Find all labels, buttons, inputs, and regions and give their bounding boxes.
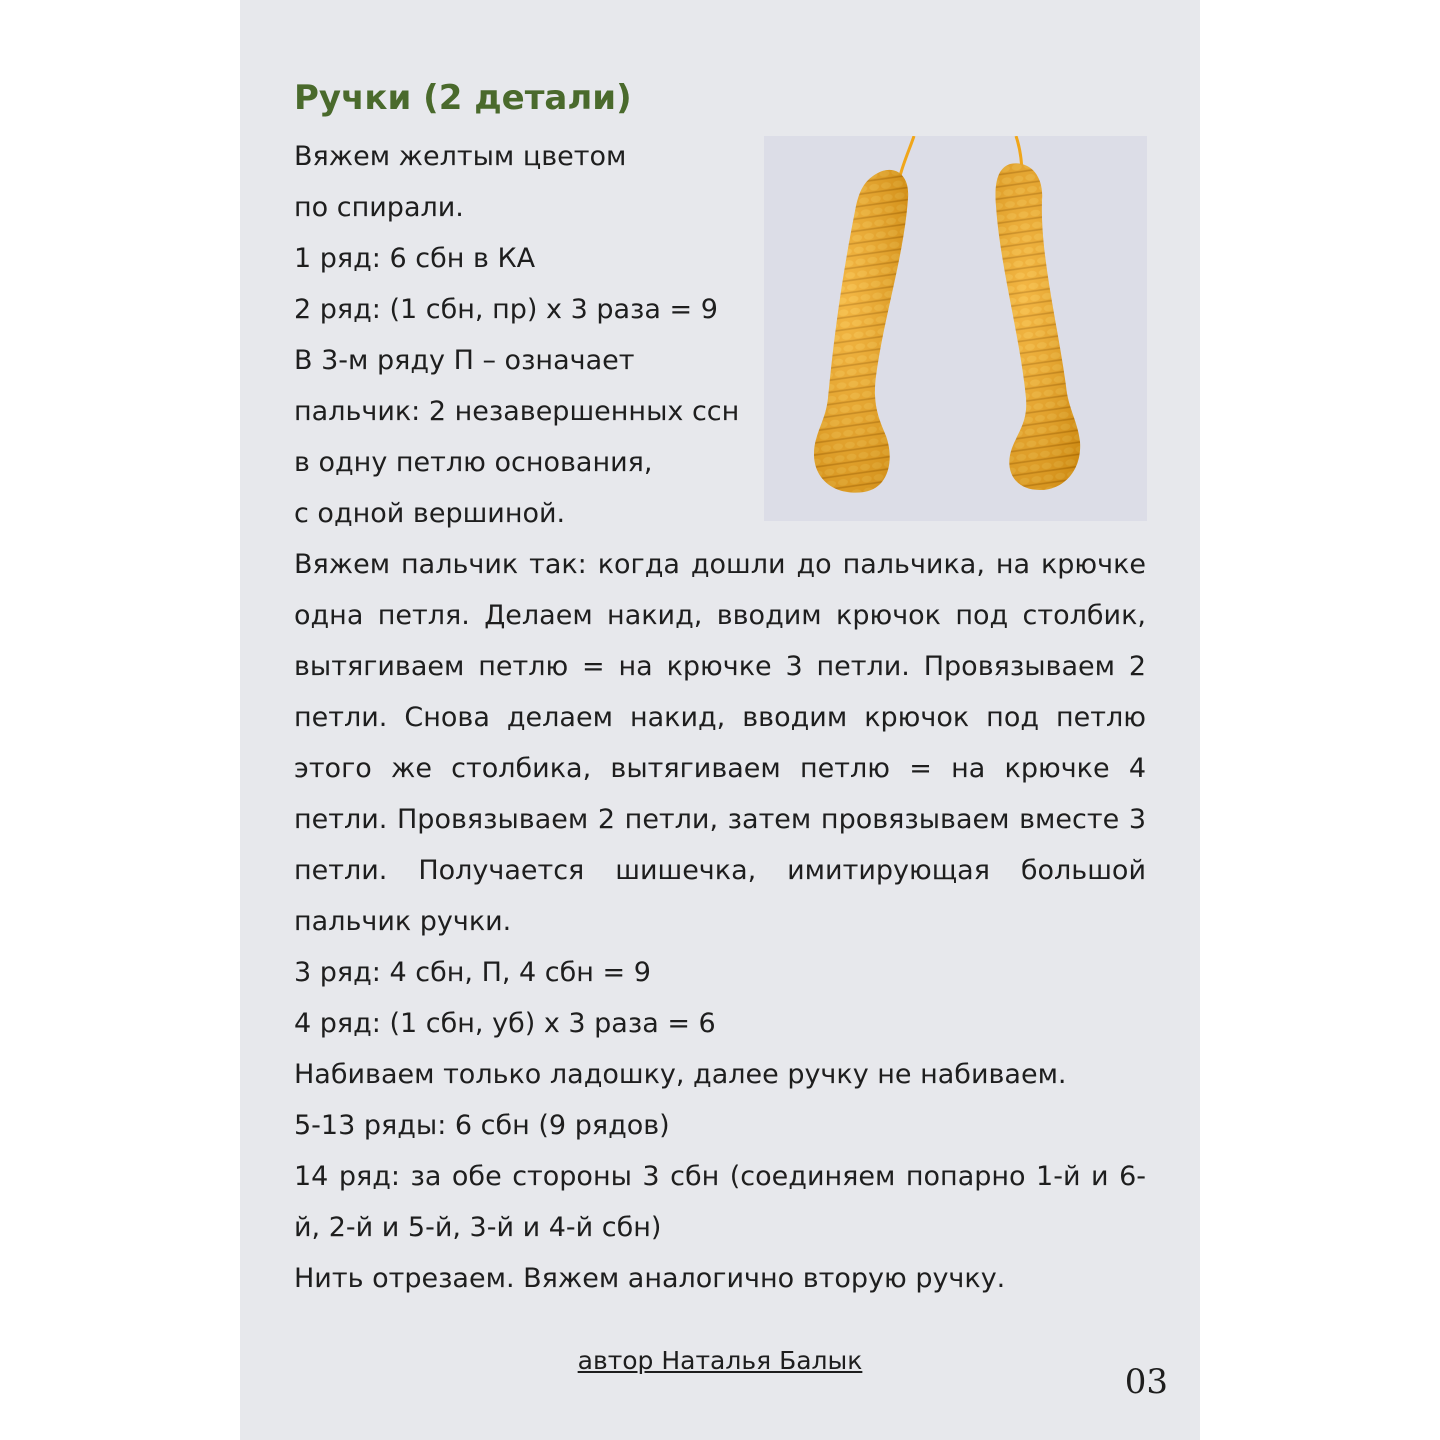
intro-line: с одной вершиной. xyxy=(294,498,566,529)
finger-paragraph: Вяжем пальчик так: когда дошли до пальчика, на крючке одна петля. Делаем накид, вводим крючок под столбик, вытягиваем петлю = на крючке 3 петли. Провязываем 2 петли. Снова делаем накид, вводим крючок под петлю этого же столбика, вытягиваем петлю = на крючке 4 петли. Провязываем 2 петли, затем провязываем вместе 3 петли. Получается шишечка, имитирующая большой пальчик ручки. xyxy=(294,549,1146,937)
intro-line: в одну петлю основания, xyxy=(294,447,653,478)
row-instruction: 3 ряд: 4 сбн, П, 4 сбн = 9 xyxy=(294,957,651,988)
intro-line: Вяжем желтым цветом xyxy=(294,141,627,172)
document-page xyxy=(240,0,1200,1440)
page-title: Ручки (2 детали) xyxy=(294,78,632,118)
intro-line: по спирали. xyxy=(294,192,464,223)
row-instruction: 5-13 ряды: 6 сбн (9 рядов) xyxy=(294,1110,670,1141)
page-number: 03 xyxy=(1124,1362,1168,1402)
intro-text xyxy=(294,131,764,539)
intro-line: В 3-м ряду П – означает xyxy=(294,345,635,376)
crochet-arms-illustration xyxy=(764,136,1147,521)
instructions-body xyxy=(294,539,1146,1304)
intro-line: пальчик: 2 незавершенных ссн xyxy=(294,396,740,427)
intro-line: 2 ряд: (1 сбн, пр) х 3 раза = 9 xyxy=(294,294,718,325)
author-link[interactable]: автор Наталья Балык xyxy=(577,1346,863,1375)
row-instruction: 4 ряд: (1 сбн, уб) х 3 раза = 6 xyxy=(294,1008,716,1039)
crochet-arms-photo xyxy=(764,136,1147,521)
row-instruction: Набиваем только ладошку, далее ручку не набиваем. xyxy=(294,1059,1067,1090)
intro-line: 1 ряд: 6 сбн в КА xyxy=(294,243,536,274)
row-14-instruction: 14 ряд: за обе стороны 3 сбн (соединяем попарно 1-й и 6-й, 2-й и 5-й, 3-й и 4-й сбн) xyxy=(294,1161,1146,1243)
closing-line: Нить отрезаем. Вяжем аналогично вторую ручку. xyxy=(294,1263,1006,1294)
